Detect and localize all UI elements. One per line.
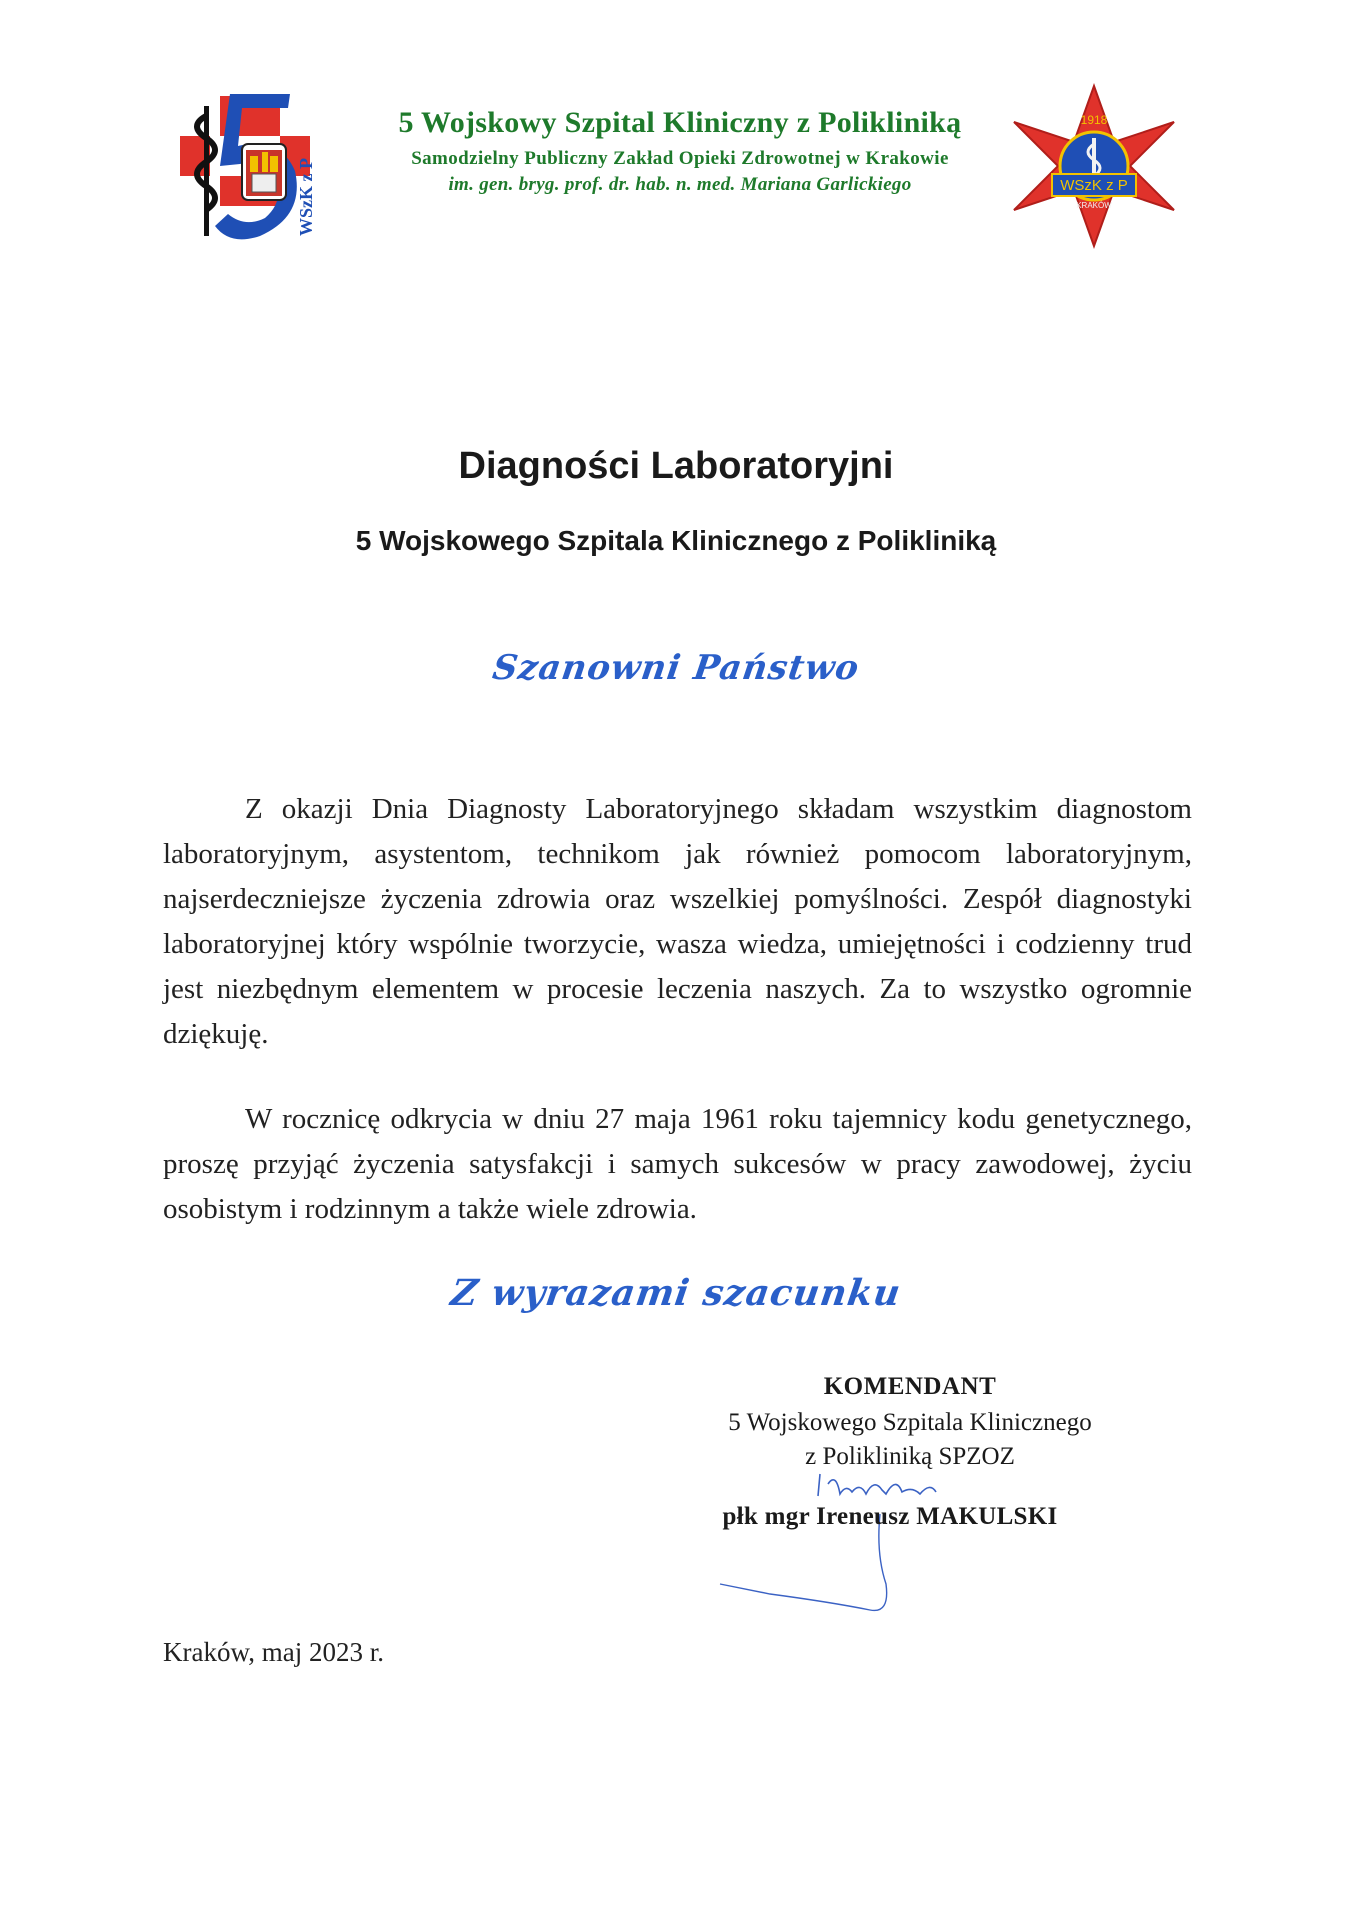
body-paragraph-1: Z okazji Dnia Diagnosty Laboratoryjnego składam wszystkim diagnostom laboratoryjnym, asystentom, technikom jak również pomocom laboratoryjnym, najserdeczniejsze życzenia zdrowia oraz wszelkiej pomyślności. Zespół diagnostyki laboratoryjnej który wspólnie tworzycie, wasza wiedza, umiejętności i codzienny trud jest niezbędnym elementem w procesie leczenia naszych. Za to wszystko ogromnie dziękuję. [163, 793, 1192, 1050]
svg-text:WSzK z P: WSzK z P [1060, 177, 1128, 194]
handwritten-signature [690, 1464, 1010, 1634]
military-cross-logo [1010, 82, 1178, 250]
signatory-unit-line-1: 5 Wojskowego Szpitala Klinicznego [728, 1409, 1092, 1436]
document-date: Kraków, maj 2023 r. [163, 1637, 384, 1667]
greeting: Szanowni Państwo [490, 648, 862, 688]
closing-salutation: Z wyrazami szacunku [448, 1272, 904, 1314]
body-paragraph-2: W rocznicę odkrycia w dniu 27 maja 1961 roku tajemnicy kodu genetycznego, proszę przyjąć życzenia satysfakcji i samych sukcesów w pracy zawodowej, życiu osobistym i rodzinnym a także wiele zdrowia. [163, 1103, 1192, 1225]
svg-text:WSzK z P: WSzK z P [296, 158, 316, 236]
hospital-name: 5 Wojskowy Szpital Kliniczny z Polikliniką [398, 106, 962, 139]
svg-text:1918: 1918 [1080, 113, 1108, 127]
document-title: Diagności Laboratoryjni [458, 445, 894, 487]
svg-text:KRAKÓW: KRAKÓW [1076, 201, 1112, 210]
signatory-title: KOMENDANT [823, 1373, 997, 1400]
institution-type: Samodzielny Publiczny Zakład Opieki Zdrowotnej w Krakowie [411, 148, 949, 169]
signatory-name: płk mgr Ireneusz MAKULSKI [722, 1503, 1058, 1530]
signatory-unit-line-2: z Polikliniką SPZOZ [805, 1443, 1015, 1470]
document-subtitle: 5 Wojskowego Szpitala Klinicznego z Polikliniką [355, 525, 997, 556]
hospital-logo-left [170, 86, 330, 246]
hospital-patron: im. gen. bryg. prof. dr. hab. n. med. Mariana Garlickiego [448, 174, 912, 195]
